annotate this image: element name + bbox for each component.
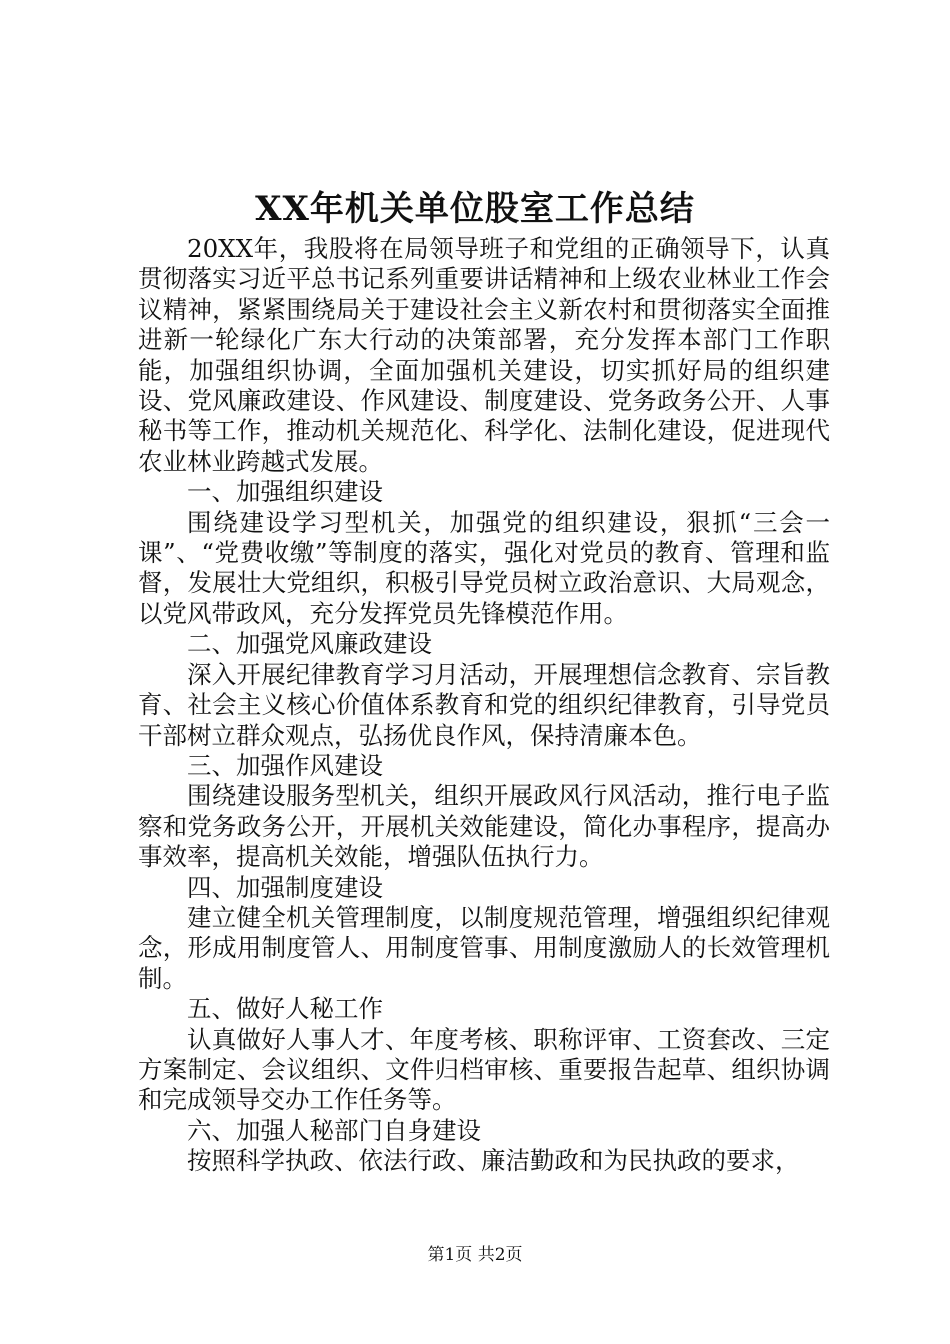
section-heading-4: 四、加强制度建设 (187, 872, 383, 902)
section-paragraph-5: 认真做好人事人才、年度考核、职称评审、工资套改、三定方案制定、会议组织、文件归档审核、重要报告起草、组织协调和完成领导交办工作任务等。 (138, 1024, 830, 1115)
section-heading-3: 三、加强作风建设 (187, 750, 383, 780)
section-heading-2: 二、加强党风廉政建设 (187, 629, 432, 659)
section-paragraph-6: 按照科学执政、依法行政、廉洁勤政和为民执政的要求， (187, 1146, 800, 1176)
section-heading-1: 一、加强组织建设 (187, 477, 383, 507)
document-title: XX年机关单位股室工作总结 (255, 189, 695, 229)
section-paragraph-3: 围绕建设服务型机关，组织开展政风行风活动，推行电子监察和党务政务公开，开展机关效能建设，简化办事程序，提高办事效率，提高机关效能，增强队伍执行力。 (138, 781, 830, 872)
section-paragraph-1: 围绕建设学习型机关，加强党的组织建设，狠抓“三会一课”、“党费收缴”等制度的落实，强化对党员的教育、管理和监督，发展壮大党组织，积极引导党员树立政治意识、大局观念，以党风带政风，充分发挥党员先锋模范作用。 (138, 507, 830, 628)
section-paragraph-2: 深入开展纪律教育学习月活动，开展理想信念教育、宗旨教育、社会主义核心价值体系教育和党的组织纪律教育，引导党员干部树立群众观点，弘扬优良作风，保持清廉本色。 (138, 659, 830, 750)
document-body (138, 234, 830, 1177)
section-paragraph-4: 建立健全机关管理制度，以制度规范管理，增强组织纪律观念，形成用制度管人、用制度管事、用制度激励人的长效管理机制。 (138, 902, 830, 993)
intro-paragraph: 20XX年，我股将在局领导班子和党组的正确领导下，认真贯彻落实习近平总书记系列重要讲话精神和上级农业林业工作会议精神，紧紧围绕局关于建设社会主义新农村和贯彻落实全面推进新一轮绿化广东大行动的决策部署，充分发挥本部门工作职能，加强组织协调，全面加强机关建设，切实抓好局的组织建设、党风廉政建设、作风建设、制度建设、党务政务公开、人事秘书等工作，推动机关规范化、科学化、法制化建设，促进现代农业林业跨越式发展。 (138, 234, 830, 476)
page-number-footer: 第1页 共2页 (427, 1245, 523, 1265)
section-heading-6: 六、加强人秘部门自身建设 (187, 1115, 481, 1145)
section-heading-5: 五、做好人秘工作 (187, 994, 383, 1024)
